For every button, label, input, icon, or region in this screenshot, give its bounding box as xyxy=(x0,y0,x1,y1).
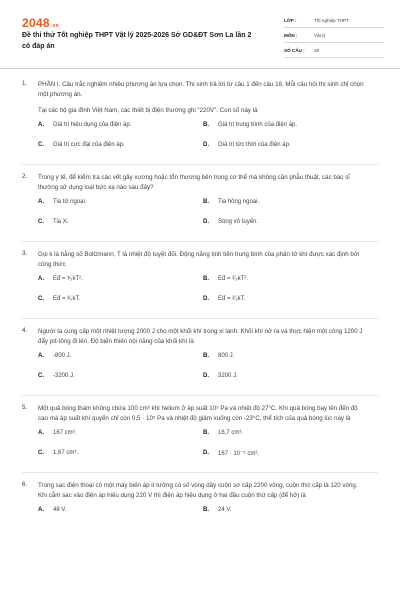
option-letter: D. xyxy=(203,450,209,456)
option-a[interactable] xyxy=(38,276,203,296)
option-grid xyxy=(38,430,368,470)
option-c[interactable] xyxy=(38,373,203,393)
question-divider xyxy=(22,164,378,165)
option-d[interactable] xyxy=(203,142,368,162)
option-grid xyxy=(38,122,368,162)
meta-key: SỐ CÂU : xyxy=(284,47,305,53)
option-letter: C. xyxy=(38,373,44,379)
option-text: Sóng vô tuyến. xyxy=(218,219,259,225)
option-letter: B. xyxy=(203,199,209,205)
option-text: Giá trị cực đại của điện áp. xyxy=(53,142,125,148)
option-b[interactable] xyxy=(203,122,368,142)
option-a[interactable] xyxy=(38,353,203,373)
option-text: -3200 J. xyxy=(53,373,75,379)
option-text: Tia X. xyxy=(53,219,69,225)
question-divider xyxy=(22,318,378,319)
meta-value: 28 xyxy=(314,47,320,53)
option-text: Tia hồng ngoại. xyxy=(218,199,260,205)
option-text: Giá trị trung bình của điện áp. xyxy=(218,122,298,128)
option-letter: C. xyxy=(38,219,44,225)
option-d[interactable] xyxy=(203,296,368,316)
question-number: 2. xyxy=(22,173,28,180)
option-letter: A. xyxy=(38,276,44,282)
option-c[interactable] xyxy=(38,219,203,239)
option-grid xyxy=(38,507,368,527)
option-grid xyxy=(38,353,368,393)
option-c[interactable] xyxy=(38,296,203,316)
option-text: Eđ = ²⁄₃kT. xyxy=(218,296,246,302)
exam-header xyxy=(0,0,400,62)
header-divider xyxy=(0,68,400,69)
question-text: Người ta cung cấp một nhiệt lượng 2000 J cho một khối khí trong xi lanh. Khối khí nở ra và thực hiện một công 1200 J đẩy pít-tông đi lên. Độ biến thiên nội năng của khối khí là xyxy=(38,328,363,345)
option-letter: C. xyxy=(38,450,44,456)
question-text: Trong sạc điện thoại có một máy biến áp lí tưởng có số vòng dây cuộn sơ cấp 2200 vòng, cuộn thứ cấp là 120 vòng. Khi cắm sạc vào điện áp hiệu dụng 220 V thì điện áp hiệu dụng ở hai đầu cuộn thứ cấp (để hở) là xyxy=(38,482,358,499)
option-b[interactable] xyxy=(203,353,368,373)
site-logo[interactable] xyxy=(22,16,59,30)
option-letter: C. xyxy=(38,296,44,302)
question-item xyxy=(0,481,400,527)
option-b[interactable] xyxy=(203,199,368,219)
option-text: Tia tử ngoại. xyxy=(53,199,87,205)
option-b[interactable] xyxy=(203,507,368,527)
meta-key: MÔN : xyxy=(284,32,298,38)
option-grid xyxy=(38,276,368,316)
option-letter: B. xyxy=(203,353,209,359)
option-letter: D. xyxy=(203,296,209,302)
question-text: Một quả bóng thám không chứa 100 cm³ khí helium ở áp suất 10⁵ Pa và nhiệt độ 27°C. Khi quả bóng bay lên đến độ cao mà áp suất khí quyển chỉ còn 0,5 · 10⁵ Pa và nhiệt độ giảm xuống còn -23°C, thể tích của quả bóng lúc này là xyxy=(38,405,358,422)
question-item xyxy=(0,250,400,316)
option-a[interactable] xyxy=(38,507,203,527)
exam-meta-table xyxy=(284,13,384,58)
option-letter: A. xyxy=(38,353,44,359)
option-text: 16,7 cm³. xyxy=(218,430,244,436)
option-text: 1,67 cm³. xyxy=(53,450,79,456)
option-text: 24 V. xyxy=(218,507,232,513)
question-number: 5. xyxy=(22,404,28,411)
option-grid xyxy=(38,199,368,239)
meta-value: Tốt nghiệp THPT xyxy=(314,17,349,23)
question-number: 4. xyxy=(22,327,28,334)
option-d[interactable] xyxy=(203,219,368,239)
logo-main: 2048 xyxy=(22,16,50,30)
option-text: 48 V. xyxy=(53,507,67,513)
question-number: 3. xyxy=(22,250,28,257)
question-number: 1. xyxy=(22,80,28,87)
option-text: 167 · 10⁻⁵ cm³. xyxy=(218,451,260,457)
question-divider xyxy=(22,472,378,473)
option-letter: B. xyxy=(203,507,209,513)
question-item xyxy=(0,173,400,239)
option-letter: D. xyxy=(203,373,209,379)
option-b[interactable] xyxy=(203,430,368,450)
option-a[interactable] xyxy=(38,430,203,450)
meta-key: LỚP : xyxy=(284,17,297,23)
option-c[interactable] xyxy=(38,142,203,162)
option-text: Giá trị hiệu dụng của điện áp. xyxy=(53,122,132,128)
meta-row-question-count xyxy=(284,43,384,58)
option-text: 167 cm³. xyxy=(53,430,77,436)
option-letter: A. xyxy=(38,199,44,205)
meta-value: Vật lý xyxy=(314,32,326,38)
question-list xyxy=(0,80,400,527)
option-text: Giá trị tức thời của điện áp. xyxy=(218,142,291,148)
meta-row-class xyxy=(284,13,384,28)
question-divider xyxy=(22,241,378,242)
option-letter: B. xyxy=(203,122,209,128)
option-text: Eđ = ²⁄₃kT². xyxy=(218,276,248,282)
option-text: Eđ = ³⁄₂kT². xyxy=(53,276,83,282)
exam-title: Đề thi thử Tốt nghiệp THPT Vật lý 2025-2026 Sở GD&ĐT Sơn La lần 2 có đáp án xyxy=(22,32,252,50)
question-text: PHẦN I. Câu trắc nghiệm nhiều phương án lựa chọn. Thí sinh trả lời từ câu 1 đến câu 18. Mỗi câu hỏi thí sinh chỉ chọn một phương án. xyxy=(38,81,364,98)
option-letter: B. xyxy=(203,430,209,436)
option-d[interactable] xyxy=(203,373,368,393)
logo-suffix: .vn xyxy=(50,23,60,29)
option-text: 800 J. xyxy=(218,353,235,359)
option-a[interactable] xyxy=(38,199,203,219)
question-item xyxy=(0,80,400,162)
option-text: 3200 J. xyxy=(218,373,238,379)
question-text: Trong y tế, để kiểm tra các vết gãy xương hoặc tổn thương bên trong cơ thể mà không cần phẫu thuật, các bác sĩ thường sử dụng loại bức xạ nào sau đây? xyxy=(38,174,350,191)
option-letter: A. xyxy=(38,122,44,128)
question-number: 6. xyxy=(22,481,28,488)
option-a[interactable] xyxy=(38,122,203,142)
meta-row-subject xyxy=(284,28,384,43)
option-c[interactable] xyxy=(38,450,203,470)
question-divider xyxy=(22,395,378,396)
question-item xyxy=(0,404,400,470)
option-letter: C. xyxy=(38,142,44,148)
question-item xyxy=(0,327,400,393)
option-text: Eđ = ³⁄₂kT. xyxy=(53,296,81,302)
option-letter: B. xyxy=(203,276,209,282)
option-b[interactable] xyxy=(203,276,368,296)
option-letter: A. xyxy=(38,507,44,513)
option-text: -800 J. xyxy=(53,353,72,359)
question-text: Gọi k là hằng số Boltzmann, T là nhiệt độ tuyệt đối. Động năng tịnh tiến trung bình của phân tử khí được xác định bởi công thức xyxy=(38,251,360,268)
option-letter: D. xyxy=(203,142,209,148)
question-subtext: Tại các hộ gia đình Việt Nam, các thiết bị điện thường ghi "220V". Con số này là xyxy=(38,107,258,114)
option-letter: A. xyxy=(38,430,44,436)
option-d[interactable] xyxy=(203,450,368,470)
option-letter: D. xyxy=(203,219,209,225)
